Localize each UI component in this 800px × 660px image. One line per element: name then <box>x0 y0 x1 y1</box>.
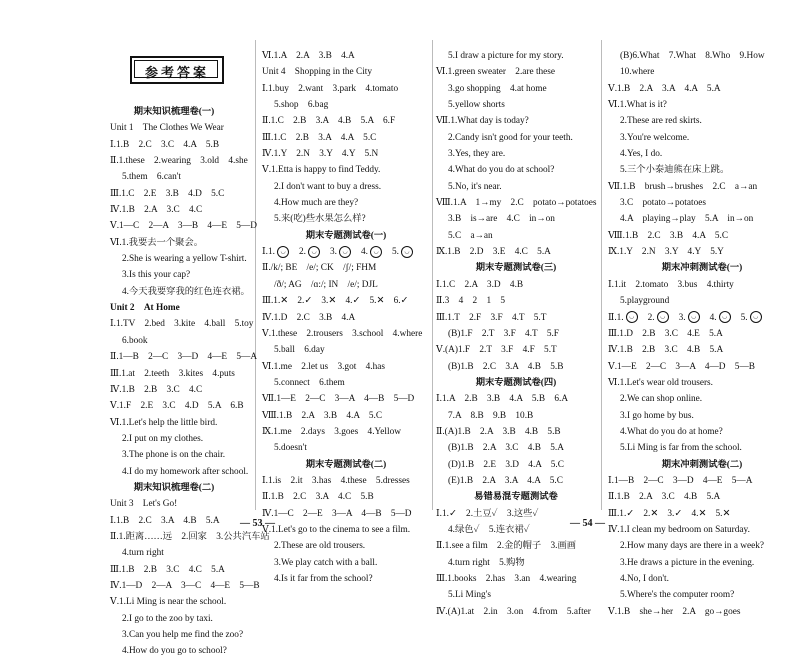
answer-line: 4.How do you go to school? <box>122 646 227 657</box>
answer-line: 2.I don't want to buy a dress. <box>274 181 382 192</box>
answer-line: 5.them 6.can't <box>122 172 181 183</box>
answer-line: Ⅳ.1.B 2.A 3.C 4.C <box>110 205 203 216</box>
answer-line: 4.What do you do at home? <box>620 426 723 437</box>
answer-line: Ⅱ.1.C 2.B 3.A 4.B 5.A 6.F <box>262 116 396 127</box>
answer-line: Ⅵ.1.我要去一个聚会。 <box>110 237 204 248</box>
answer-line: Ⅰ.1.TV 2.bed 3.kite 4.ball 5.toy <box>110 319 254 330</box>
section-heading: 期末知识梳理卷(一) <box>133 107 215 117</box>
column-divider <box>255 40 256 510</box>
section-heading: 期末专题测试卷(四) <box>475 377 557 388</box>
page-title: 参考答案 <box>144 66 209 81</box>
answer-line: 4.绿色✓ 5.连衣裙✓ <box>448 524 530 535</box>
smiley-label: 2. <box>647 312 655 323</box>
smiley-label: Ⅰ.1. <box>262 247 275 258</box>
answer-line: Ⅰ.1.✓ 2.土豆✓ 3.这些✓ <box>436 508 539 519</box>
answer-line: Ⅱ.1—B 2—C 3—D 4—E 5—A <box>110 352 258 363</box>
answer-line: 2.How many days are there in a week? <box>620 541 765 552</box>
answer-line: Ⅵ.1.What is it? <box>608 100 667 111</box>
answer-line: Ⅶ.1—E 2—C 3—A 4—B 5—D <box>262 394 415 405</box>
answer-line: Ⅲ.1.✕ 2.✓ 3.✕ 4.✓ 5.✕ 6.✓ <box>262 296 409 307</box>
answer-line: Ⅱ.1.see a film 2.金的帽子 3.画画 <box>436 541 577 552</box>
section-heading: 期末冲刺测试卷(一) <box>661 263 743 274</box>
answer-line: 2.I put on my clothes. <box>122 433 204 444</box>
answer-line: Ⅴ.1.F 2.E 3.C 4.D 5.A 6.B <box>110 401 244 412</box>
answer-line: (B)6.What 7.What 8.Who 9.How <box>620 51 765 61</box>
answer-line: 5.shop 6.bag <box>274 100 329 111</box>
answer-line: Ⅸ.1.Y 2.N 3.Y 4.Y 5.Y <box>608 247 724 258</box>
answer-line: Ⅳ.1.I clean my bedroom on Saturday. <box>608 524 750 535</box>
answer-line: Unit 1 The Clothes We Wear <box>110 123 224 134</box>
answer-line: 4.Is it far from the school? <box>274 574 373 584</box>
answer-line: 4.No, I don't. <box>620 574 669 584</box>
smiley-label: 3. <box>329 247 337 258</box>
answer-line: Ⅳ.1.D 2.C 3.B 4.A <box>262 312 356 323</box>
answer-line: 4.今天我要穿我的红色连衣裙。 <box>122 286 250 297</box>
answer-line: (B)1.B 2.C 3.A 4.B 5.B <box>448 361 564 372</box>
answer-line: Ⅳ.(A)1.at 2.in 3.on 4.from 5.after <box>436 606 591 617</box>
answer-line: Ⅰ.1.C 2.A 3.D 4.B <box>436 279 524 290</box>
smiley-face-icon: ◡ <box>370 246 382 258</box>
answer-line: Ⅴ.1.Li Ming is near the school. <box>110 597 227 608</box>
smiley-label: 3. <box>678 312 686 323</box>
answer-line: Unit 4 Shopping in the City <box>262 67 373 78</box>
answer-line: 3.Can you help me find the zoo? <box>122 630 244 640</box>
smiley-face-icon: ◡ <box>657 311 669 323</box>
answer-line: 5.yellow shorts <box>448 100 505 111</box>
answer-line: 5.三个小泰迪熊在床上跳。 <box>620 165 730 176</box>
answer-line: 5.connect 6.them <box>274 377 345 388</box>
answer-line: 6.book <box>122 335 148 346</box>
answer-line: Ⅸ.1.B 2.D 3.E 4.C 5.A <box>436 247 551 258</box>
answer-line: 5.doesn't <box>274 443 307 454</box>
answer-line: Ⅲ.1.books 2.has 3.an 4.wearing <box>436 574 577 584</box>
answer-line: 3.B is→are 4.C in→on <box>448 214 555 225</box>
answer-column-3 <box>436 48 596 620</box>
smiley-face-icon: ◡ <box>401 246 413 258</box>
answer-line: 5.playground <box>620 296 670 307</box>
answer-line: Ⅰ.1.B 2.C 3.A 4.B 5.A <box>110 515 220 526</box>
answer-line: Ⅴ.1.B she→her 2.A go→goes <box>608 606 741 617</box>
answer-line: /ð/; AG /ɑ:/; IN /e/; DJL <box>274 279 378 290</box>
smiley-label: 4. <box>360 247 368 258</box>
answer-line: Ⅱ.1.距离……远 2.回家 3.公共汽车站 <box>110 531 270 542</box>
answer-line: Ⅱ./k/; BE /e/; CK /ʃ/; FHM <box>262 263 377 274</box>
answer-line: 2.We can shop online. <box>620 394 703 405</box>
answer-key-title-box <box>130 56 224 84</box>
answer-line: Ⅱ.1.these 2.wearing 3.old 4.she <box>110 156 248 167</box>
answer-line: Ⅴ.1—E 2—C 3—A 4—D 5—B <box>608 361 755 372</box>
answer-line: 3.I go home by bus. <box>620 410 694 421</box>
smiley-label: 2. <box>298 247 306 258</box>
answer-line: 2.She is wearing a yellow T-shirt. <box>122 254 247 265</box>
answer-line: Ⅰ.1—B 2—C 3—D 4—E 5—A <box>608 475 753 486</box>
answer-line: 5.Li Ming is far from the school. <box>620 443 742 454</box>
answer-line: Ⅲ.1.D 2.B 3.C 4.E 5.A <box>608 328 723 339</box>
answer-line: Ⅰ.1.it 2.tomato 3.bus 4.thirty <box>608 279 734 290</box>
section-heading: 期末专题测试卷(三) <box>475 263 557 274</box>
answer-line: 2.I go to the zoo by taxi. <box>122 613 213 624</box>
smiley-label: 4. <box>709 312 717 323</box>
answer-line: Ⅲ.1.B 2.B 3.C 4.C 5.A <box>110 564 225 575</box>
answer-line: Ⅲ.1.C 2.E 3.B 4.D 5.C <box>110 188 225 199</box>
answer-line: 3.Is this your cap? <box>122 270 191 281</box>
section-heading: 期末冲刺测试卷(二) <box>661 459 743 470</box>
answer-line: Ⅰ.1.B 2.C 3.C 4.A 5.B <box>110 139 220 150</box>
answer-column-2 <box>262 48 430 587</box>
answer-line: 4.Yes, I do. <box>620 149 663 160</box>
answer-line: Ⅵ.1.A 2.A 3.B 4.A <box>262 51 355 61</box>
answer-line: Ⅳ.1.B 2.B 3.C 4.C <box>110 384 203 395</box>
section-heading: 易错易混专题测试卷 <box>474 492 558 503</box>
answer-line: Ⅱ.1.B 2.A 3.C 4.B 5.A <box>608 492 721 503</box>
answer-line: (D)1.B 2.E 3.D 4.A 5.C <box>448 459 564 470</box>
smiley-label: 5. <box>740 312 748 323</box>
section-heading: 期末专题测试卷(一) <box>305 230 387 241</box>
answer-line: Unit 2 At Home <box>110 303 180 314</box>
answer-line: Ⅳ.1.B 2.B 3.C 4.B 5.A <box>608 345 724 356</box>
smiley-face-icon: ◡ <box>719 311 731 323</box>
answer-line: 3.Yes, they are. <box>448 149 506 160</box>
smiley-face-icon: ◡ <box>626 311 638 323</box>
answer-line: Ⅶ.1.What day is today? <box>436 116 529 127</box>
answer-line: Ⅲ.1.T 2.F 3.F 4.T 5.T <box>436 312 547 323</box>
answer-line: Ⅵ.1.Let's help the little bird. <box>110 417 218 428</box>
smiley-label: Ⅱ.1. <box>608 312 624 323</box>
answer-line: Ⅰ.1.is 2.it 3.has 4.these 5.dresses <box>262 475 410 486</box>
answer-line: 3.C potato→potatoes <box>620 198 706 209</box>
page-number-left: — 53 — <box>240 518 275 529</box>
page-number-right: — 54 — <box>570 518 605 529</box>
page-gutter <box>601 40 602 510</box>
answer-line: Ⅴ.1.Etta is happy to find Teddy. <box>262 165 381 176</box>
smiley-face-icon: ◡ <box>688 311 700 323</box>
answer-line: Ⅳ.1.Y 2.N 3.Y 4.Y 5.N <box>262 149 379 160</box>
answer-line: 3.The phone is on the chair. <box>122 450 226 461</box>
answer-line: 3.He draws a picture in the evening. <box>620 557 755 568</box>
answer-line: 5.来(吃)些水果怎么样? <box>274 214 366 225</box>
answer-line: (E)1.B 2.A 3.A 4.A 5.C <box>448 475 563 486</box>
answer-line: 4.turn right <box>122 548 164 559</box>
answer-line: Unit 3 Let's Go! <box>110 499 178 510</box>
answer-line: Ⅴ.1.B 2.A 3.A 4.A 5.A <box>608 83 721 94</box>
answer-line: Ⅰ.1.buy 2.want 3.park 4.tomato <box>262 83 399 94</box>
answer-line: Ⅷ.1.B 2.A 3.B 4.A 5.C <box>262 410 383 421</box>
answer-line: Ⅱ.(A)1.B 2.A 3.B 4.B 5.B <box>436 426 561 437</box>
answer-line: 2.Candy isn't good for your teeth. <box>448 132 573 143</box>
column-divider <box>432 40 433 510</box>
smiley-face-icon: ◡ <box>277 246 289 258</box>
answer-line: 4.turn right 5.购物 <box>448 557 525 568</box>
answer-line: Ⅵ.1.me 2.let us 3.got 4.has <box>262 361 385 372</box>
smiley-face-icon: ◡ <box>308 246 320 258</box>
answer-line: 3.You're welcome. <box>620 132 690 143</box>
answer-line: 4.What do you do at school? <box>448 165 555 176</box>
answer-line: 5.No, it's near. <box>448 181 502 192</box>
smiley-answer-row <box>262 244 430 260</box>
answer-line: Ⅱ.1.B 2.C 3.A 4.C 5.B <box>262 492 374 503</box>
answer-line: 4.I do my homework after school. <box>122 466 249 477</box>
answer-line: Ⅲ.1.at 2.teeth 3.kites 4.puts <box>110 368 235 379</box>
answer-line: 5.I draw a picture for my story. <box>448 51 564 61</box>
answer-line: (B)1.F 2.T 3.F 4.T 5.F <box>448 328 559 339</box>
answer-line: Ⅲ.1.✓ 2.✕ 3.✓ 4.✕ 5.✕ <box>608 508 731 519</box>
answer-line: 2.These are red skirts. <box>620 116 702 127</box>
answer-column-4 <box>608 48 796 620</box>
answer-line: 7.A 8.B 9.B 10.B <box>448 410 534 421</box>
answer-line: Ⅰ.1.A 2.B 3.B 4.A 5.B 6.A <box>436 394 569 405</box>
answer-line: 5.C a→an <box>448 230 493 241</box>
smiley-label: 5. <box>391 247 399 258</box>
answer-line: Ⅴ.1.these 2.trousers 3.school 4.where <box>262 328 423 339</box>
answer-line: Ⅷ.1.A 1→my 2.C potato→potatoes <box>436 198 597 209</box>
answer-line: Ⅳ.1—D 2—A 3—C 4—E 5—B <box>110 580 260 591</box>
answer-line: Ⅷ.1.B 2.C 3.B 4.A 5.C <box>608 230 729 241</box>
answer-line: Ⅶ.1.B brush→brushes 2.C a→an <box>608 181 758 192</box>
smiley-face-icon: ◡ <box>750 311 762 323</box>
answer-line: Ⅵ.1.Let's wear old trousers. <box>608 377 714 388</box>
answer-line: Ⅴ.(A)1.F 2.T 3.F 4.F 5.T <box>436 345 557 356</box>
answer-line: Ⅸ.1.me 2.days 3.goes 4.Yellow <box>262 426 401 437</box>
smiley-face-icon: ◡ <box>339 246 351 258</box>
answer-line: 5.ball 6.day <box>274 345 325 356</box>
answer-line: 3.go shopping 4.at home <box>448 83 547 94</box>
smiley-answer-row <box>608 310 796 326</box>
answer-line: Ⅴ.1—C 2—A 3—B 4—E 5—D <box>110 221 257 232</box>
answer-line: Ⅵ.1.green sweater 2.are these <box>436 67 556 78</box>
answer-line: Ⅲ.1.C 2.B 3.A 4.A 5.C <box>262 132 377 143</box>
answer-line: Ⅴ.1.Let's go to the cinema to see a film. <box>262 524 411 535</box>
answer-line: 4.How much are they? <box>274 198 359 209</box>
section-heading: 期末知识梳理卷(二) <box>133 482 215 493</box>
answer-line: 5.Li Ming's <box>448 590 491 601</box>
answer-line: 5.Where's the computer room? <box>620 590 735 601</box>
section-heading: 期末专题测试卷(二) <box>305 459 387 470</box>
answer-line: 2.These are old trousers. <box>274 541 366 552</box>
answer-line: 4.A playing→play 5.A in→on <box>620 214 754 225</box>
answer-line: Ⅳ.1—C 2—E 3—A 4—B 5—D <box>262 508 412 519</box>
answer-line: 3.We play catch with a ball. <box>274 557 378 568</box>
answer-line: (B)1.B 2.A 3.C 4.B 5.A <box>448 443 564 454</box>
answer-line: Ⅱ.3 4 2 1 5 <box>436 296 506 307</box>
answer-line: 10.where <box>620 67 655 78</box>
